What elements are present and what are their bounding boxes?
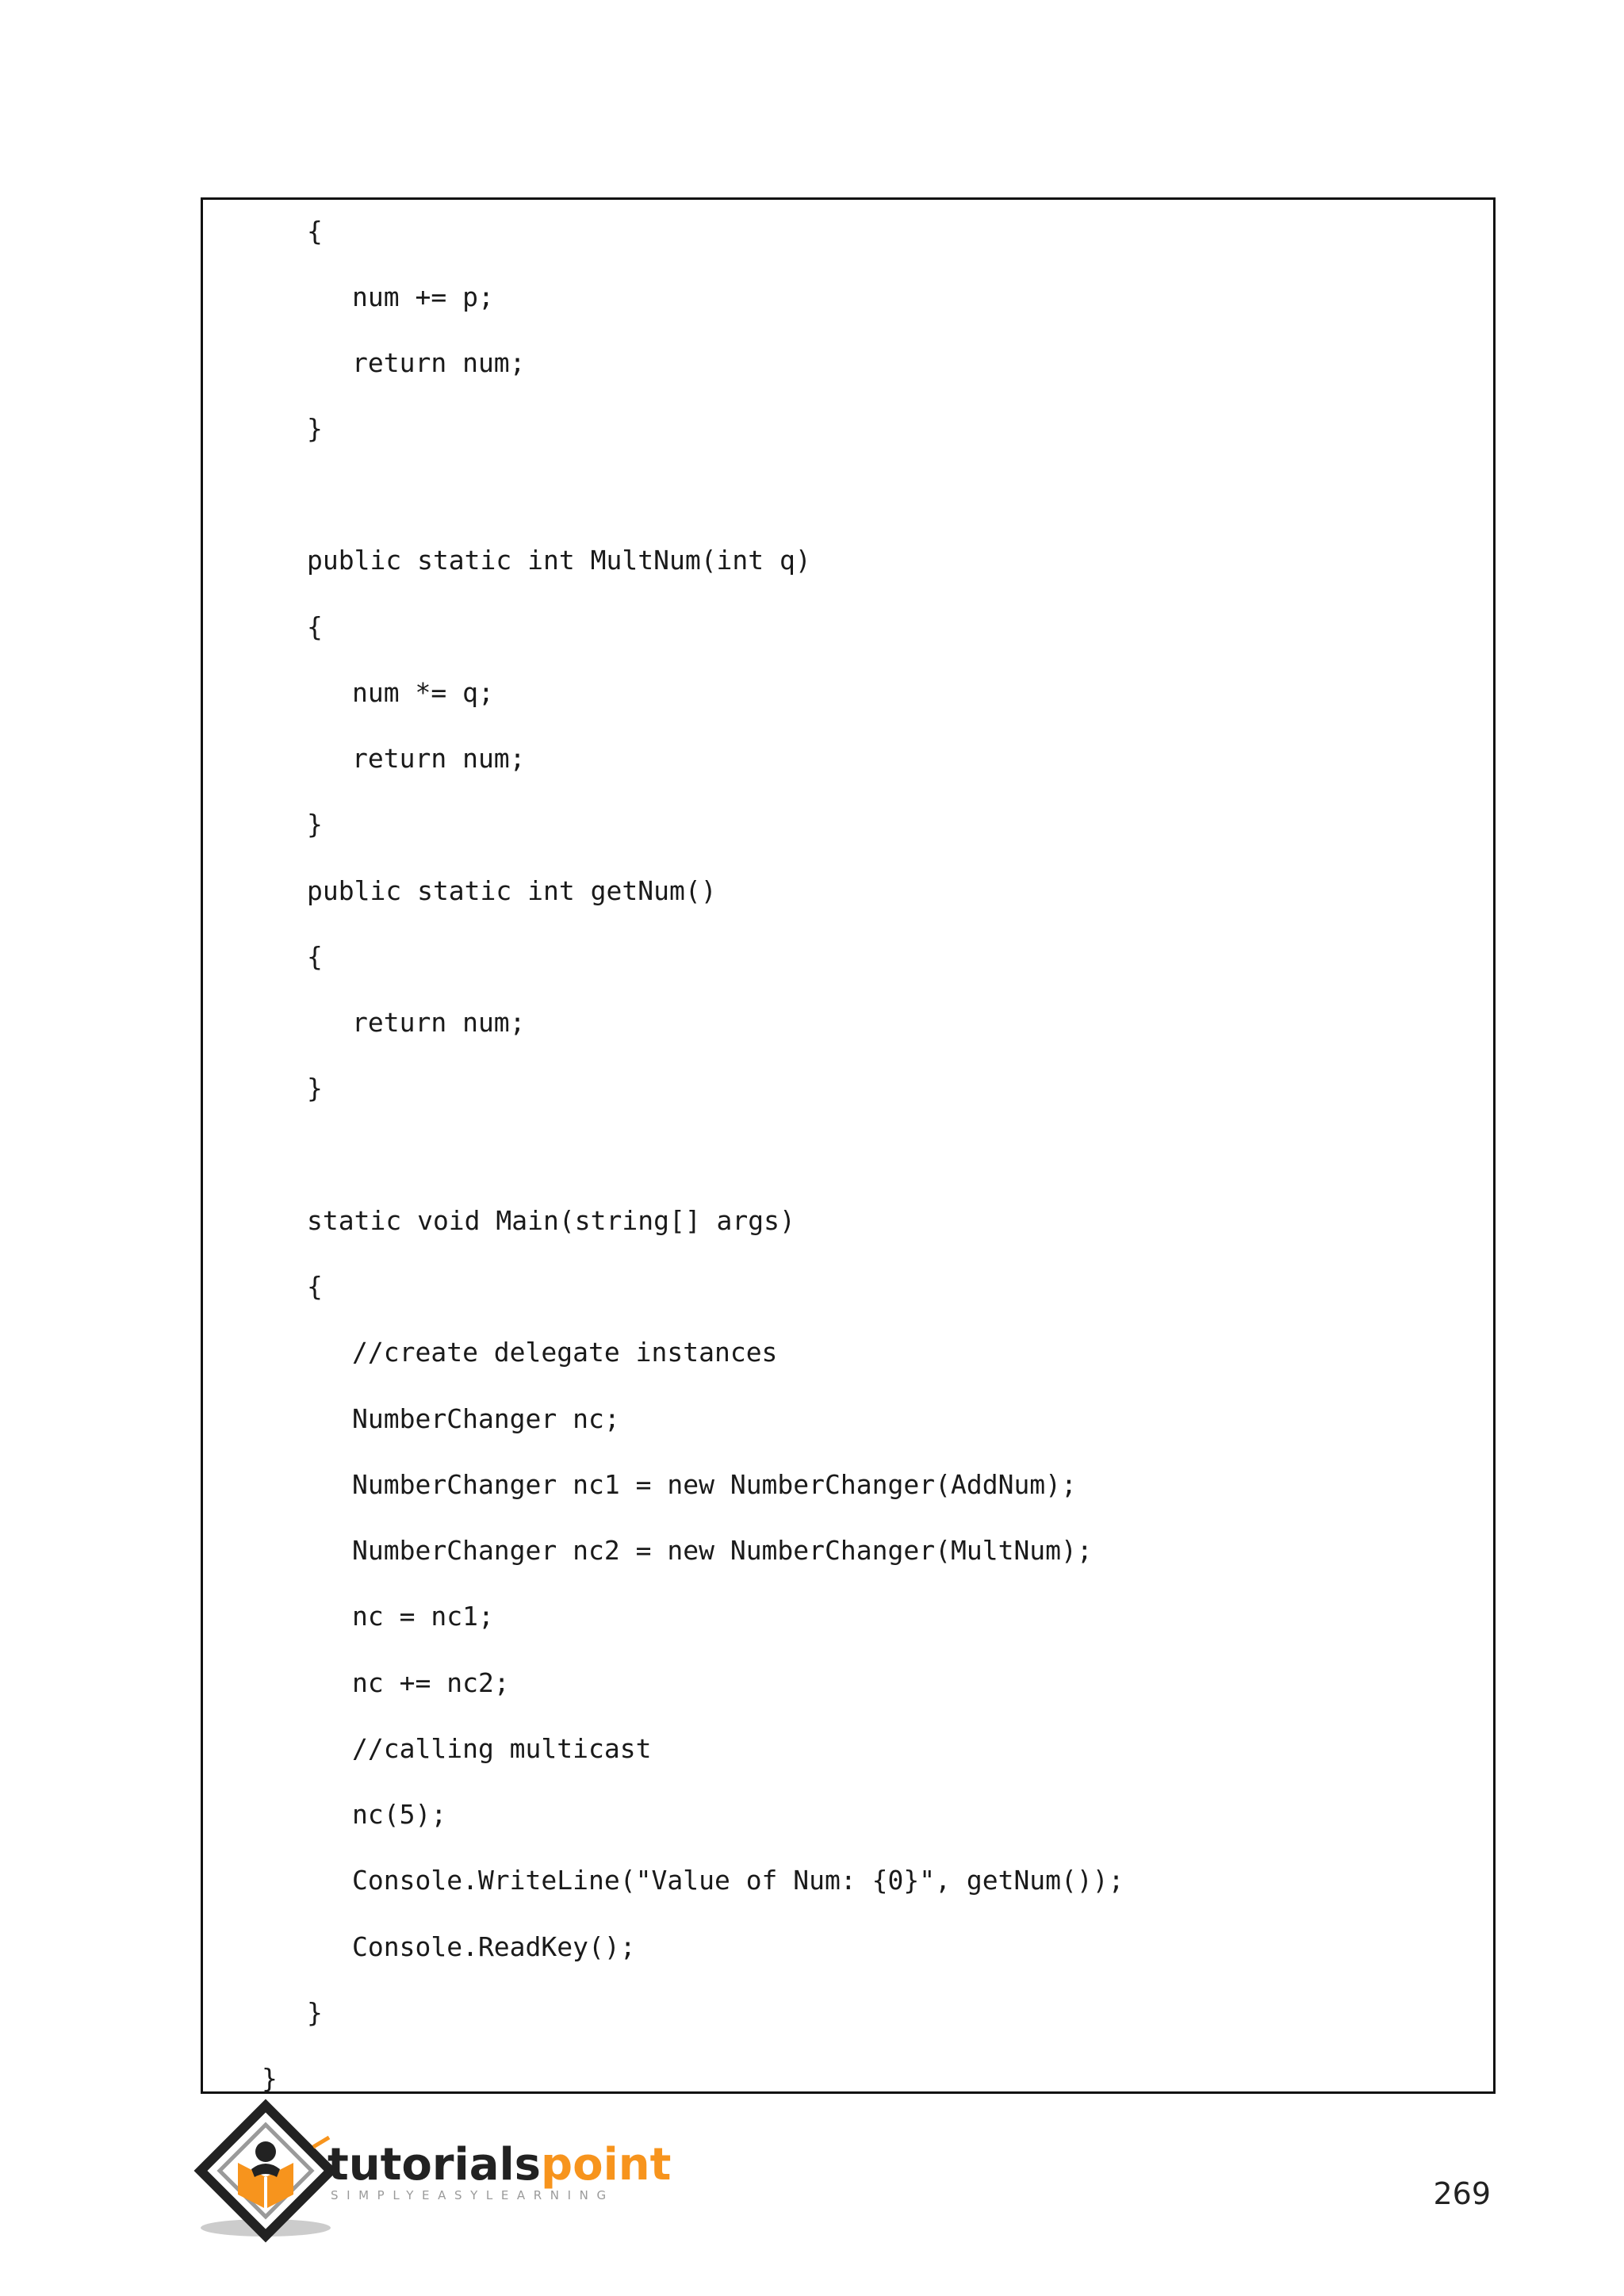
code-line: return num; [352,743,526,774]
code-line: return num; [352,1007,526,1038]
code-line: NumberChanger nc; [352,1403,620,1434]
code-line: NumberChanger nc1 = new NumberChanger(AddNum); [352,1469,1077,1500]
code-line: //create delegate instances [352,1337,778,1368]
page-footer [0,2101,1624,2244]
code-line: { [307,216,323,247]
code-line: } [262,2063,278,2094]
code-line: //calling multicast [352,1733,652,1764]
code-line: { [307,1271,323,1302]
code-line: nc += nc2; [352,1667,510,1698]
code-line: return num; [352,347,526,378]
code-line: public static int getNum() [307,875,717,906]
code-line: Console.ReadKey(); [352,1931,636,1962]
code-block [201,197,1496,2094]
code-line: { [307,611,323,642]
code-line: } [307,809,323,840]
person-icon [255,2141,276,2162]
page-number: 269 [1433,2176,1491,2211]
code-line: { [307,941,323,972]
code-line: public static int MultNum(int q) [307,545,811,576]
code-line: } [307,413,323,444]
tutorialspoint-logo [194,2101,672,2240]
code-line: nc = nc1; [352,1601,494,1632]
code-line: Console.WriteLine("Value of Num: {0}", getNum()); [352,1865,1124,1896]
code-line: static void Main(string[] args) [307,1205,795,1236]
code-line: } [307,1073,323,1104]
code-line: num *= q; [352,677,494,708]
code-line: nc(5); [352,1799,447,1830]
logo-tagline: SIMPLYEASYLEARNING [331,2188,615,2202]
logo-wordmark: tutorialspoint [327,2139,672,2191]
code-line: num += p; [352,281,494,312]
code-line: NumberChanger nc2 = new NumberChanger(MultNum); [352,1535,1093,1566]
code-line: } [307,1997,323,2028]
